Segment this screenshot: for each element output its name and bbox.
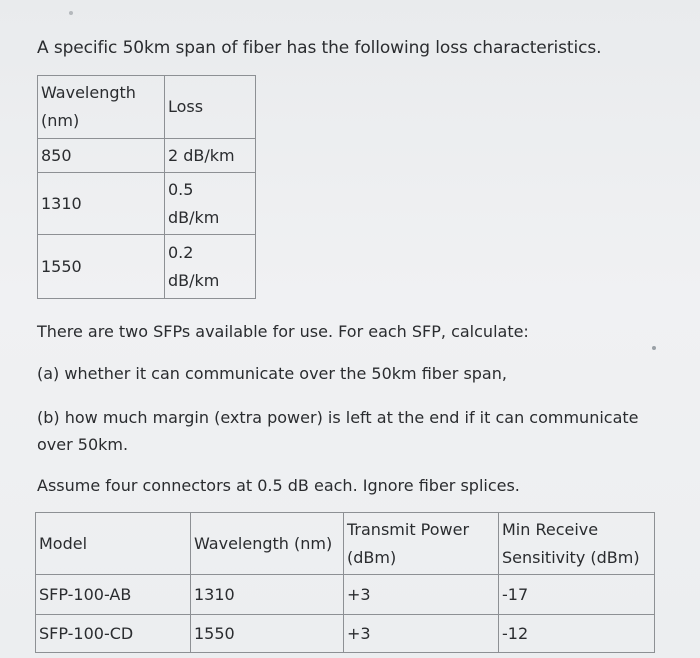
question-part-b: (b) how much margin (extra power) is left at the end if it can communicate over 50km.: [37, 408, 639, 454]
header-transmit-power: Transmit Power (dBm): [344, 513, 499, 575]
cell-wavelength: 850: [38, 139, 165, 173]
cell-wavelength: 1550: [191, 615, 344, 653]
cell-receive: -17: [499, 575, 655, 615]
cell-model: SFP-100-CD: [36, 615, 191, 653]
speck-mark: [652, 346, 656, 350]
cell-transmit: +3: [344, 575, 499, 615]
cell-loss: 0.5 dB/km: [165, 173, 256, 235]
assumption-text: Assume four connectors at 0.5 dB each. Ignore fiber splices.: [37, 476, 520, 495]
table-row: [36, 615, 655, 653]
cell-transmit: +3: [344, 615, 499, 653]
cell-wavelength: 1310: [191, 575, 344, 615]
header-wavelength: Wavelength (nm): [191, 513, 344, 575]
question-part-a: (a) whether it can communicate over the 50km fiber span,: [37, 364, 507, 383]
table-header-row: [38, 76, 256, 139]
table-row: [38, 173, 256, 235]
cell-loss: 0.2 dB/km: [165, 235, 256, 299]
table-row: [38, 139, 256, 173]
header-loss: Loss: [165, 76, 256, 139]
cell-loss: 2 dB/km: [165, 139, 256, 173]
loss-table: [37, 75, 256, 299]
sfp-instructions: There are two SFPs available for use. For each SFP, calculate:: [37, 322, 529, 341]
sfp-table: [35, 512, 655, 653]
cell-wavelength: 1310: [38, 173, 165, 235]
header-min-receive: Min Receive Sensitivity (dBm): [499, 513, 655, 575]
cell-model: SFP-100-AB: [36, 575, 191, 615]
table-row: [38, 235, 256, 299]
intro-text: A specific 50km span of fiber has the following loss characteristics.: [37, 38, 602, 58]
header-model: Model: [36, 513, 191, 575]
speck-mark: [69, 11, 73, 15]
header-wavelength: Wavelength (nm): [38, 76, 165, 139]
table-row: [36, 575, 655, 615]
cell-receive: -12: [499, 615, 655, 653]
table-header-row: [36, 513, 655, 575]
cell-wavelength: 1550: [38, 235, 165, 299]
